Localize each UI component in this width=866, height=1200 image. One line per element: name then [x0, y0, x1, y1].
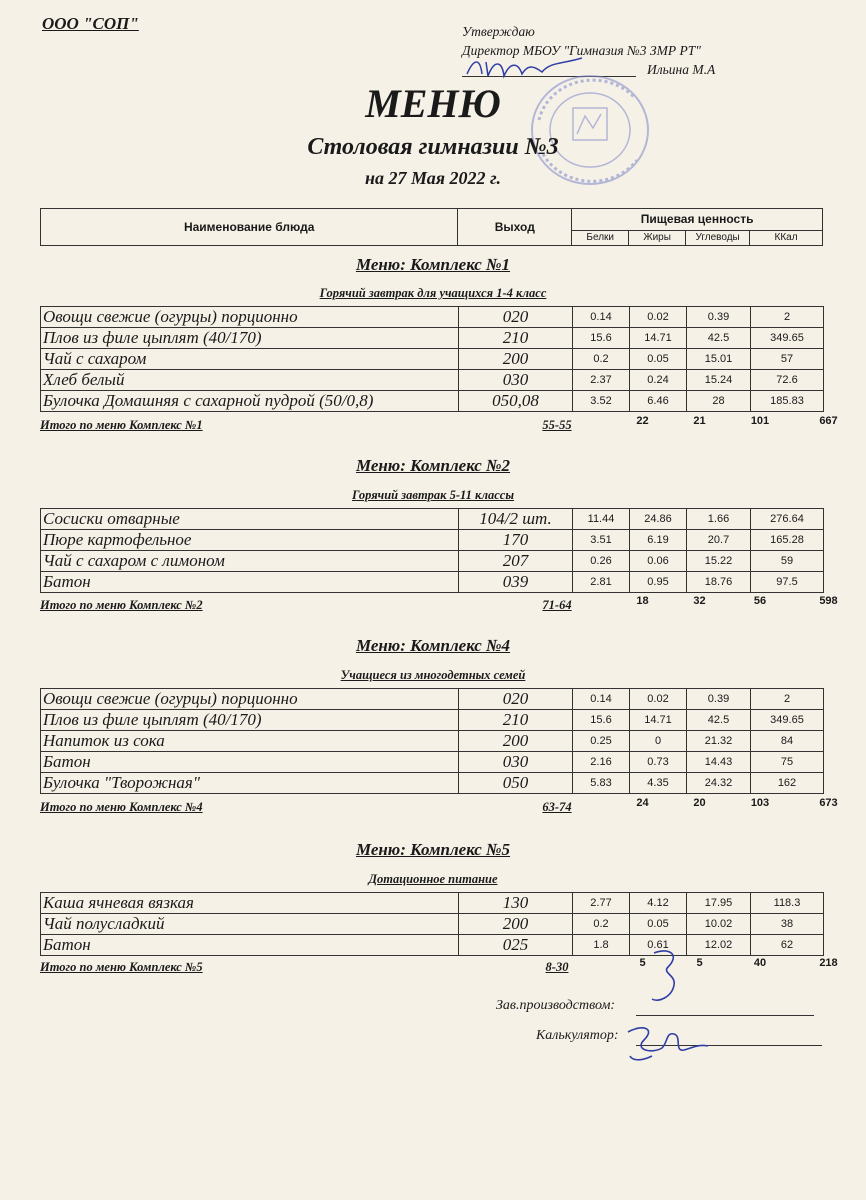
dish-name: Батон — [41, 935, 459, 956]
dish-proteins: 0.14 — [573, 689, 630, 710]
table-row — [41, 731, 824, 752]
dish-name: Плов из филе цыплят (40/170) — [41, 710, 459, 731]
dish-kcal: 165.28 — [751, 530, 824, 551]
dish-kcal: 349.65 — [751, 710, 824, 731]
table-row — [41, 509, 824, 530]
dish-kcal: 276.64 — [751, 509, 824, 530]
dish-proteins: 2.81 — [573, 572, 630, 593]
dish-kcal: 84 — [751, 731, 824, 752]
header-nutrition: Пищевая ценность — [572, 209, 823, 231]
dish-fats: 4.35 — [630, 773, 687, 794]
dish-name: Хлеб белый — [41, 370, 459, 391]
complex-5-rows — [41, 893, 824, 956]
total-p: 22 — [636, 415, 649, 427]
total-c: 101 — [750, 415, 770, 427]
dish-output: 210 — [459, 710, 573, 731]
dish-fats: 0.05 — [630, 914, 687, 935]
table-row — [41, 710, 824, 731]
dish-name: Чай с сахаром с лимоном — [41, 551, 459, 572]
dish-kcal: 349.65 — [751, 328, 824, 349]
dish-fats: 6.19 — [630, 530, 687, 551]
complex-2-title: Меню: Комплекс №2 — [355, 456, 511, 475]
dish-output: 210 — [459, 328, 573, 349]
dish-carbs: 20.7 — [687, 530, 751, 551]
header-proteins: Белки — [572, 230, 629, 245]
dish-name: Чай полусладкий — [41, 914, 459, 935]
dish-carbs: 24.32 — [687, 773, 751, 794]
complex-4-table — [40, 688, 824, 794]
dish-carbs: 10.02 — [687, 914, 751, 935]
dish-proteins: 15.6 — [573, 328, 630, 349]
header-fats: Жиры — [629, 230, 686, 245]
dish-carbs: 42.5 — [687, 328, 751, 349]
dish-output: 050,08 — [459, 391, 573, 412]
complex-5-table — [40, 892, 824, 956]
dish-kcal: 162 — [751, 773, 824, 794]
dish-proteins: 3.52 — [573, 391, 630, 412]
dish-output: 020 — [459, 689, 573, 710]
dish-fats: 0.05 — [630, 349, 687, 370]
table-row — [41, 914, 824, 935]
dish-fats: 0.02 — [630, 307, 687, 328]
dish-proteins: 15.6 — [573, 710, 630, 731]
table-row — [41, 689, 824, 710]
dish-kcal: 57 — [751, 349, 824, 370]
complex-4-group: Учащиеся из многодетных семей — [340, 668, 526, 682]
table-row — [41, 752, 824, 773]
table-row — [41, 551, 824, 572]
dish-fats: 4.12 — [630, 893, 687, 914]
dish-carbs: 15.22 — [687, 551, 751, 572]
production-manager-label: Зав.производством: — [496, 998, 616, 1013]
total-output: 71-64 — [542, 598, 572, 612]
dish-carbs: 18.76 — [687, 572, 751, 593]
total-output: 63-74 — [542, 800, 572, 814]
complex-1-group: Горячий завтрак для учащихся 1-4 класс — [319, 286, 547, 300]
production-manager-line — [636, 1015, 814, 1016]
dish-proteins: 0.26 — [573, 551, 630, 572]
dish-proteins: 0.2 — [573, 349, 630, 370]
dish-name: Батон — [41, 572, 459, 593]
dish-fats: 6.46 — [630, 391, 687, 412]
dish-kcal: 2 — [751, 689, 824, 710]
dish-output: 200 — [459, 349, 573, 370]
organization-name: ООО "СОП" — [42, 14, 139, 33]
total-label: Итого по меню Комплекс №4 — [40, 800, 203, 814]
header-carbs: Углеводы — [686, 230, 750, 245]
total-k: 598 — [819, 595, 838, 607]
page-subtitle: Столовая гимназии №3 — [307, 134, 559, 160]
calculator-signature-icon — [622, 1022, 712, 1066]
dish-output: 200 — [459, 914, 573, 935]
dish-output: 104/2 шт. — [459, 509, 573, 530]
dish-kcal: 118.3 — [751, 893, 824, 914]
dish-kcal: 59 — [751, 551, 824, 572]
dish-output: 050 — [459, 773, 573, 794]
dish-output: 025 — [459, 935, 573, 956]
calculator-label: Калькулятор: — [536, 1028, 619, 1043]
table-row — [41, 349, 824, 370]
dish-output: 207 — [459, 551, 573, 572]
dish-output: 030 — [459, 370, 573, 391]
complex-2-total — [40, 595, 838, 614]
dish-fats: 14.71 — [630, 328, 687, 349]
dish-kcal: 38 — [751, 914, 824, 935]
dish-fats: 0 — [630, 731, 687, 752]
dish-fats: 0.95 — [630, 572, 687, 593]
page-title: МЕНЮ — [365, 81, 501, 126]
dish-carbs: 12.02 — [687, 935, 751, 956]
complex-1-total — [40, 415, 838, 434]
production-signature-icon — [640, 945, 690, 1007]
dish-carbs: 15.24 — [687, 370, 751, 391]
approval-position: Директор МБОУ "Гимназия №3 ЗМР РТ" — [462, 43, 701, 58]
complex-2-group: Горячий завтрак 5-11 классы — [351, 488, 515, 502]
dish-proteins: 0.25 — [573, 731, 630, 752]
table-row — [41, 370, 824, 391]
total-p: 18 — [636, 595, 649, 607]
dish-name: Булочка "Творожная" — [41, 773, 459, 794]
table-row — [41, 773, 824, 794]
dish-proteins: 5.83 — [573, 773, 630, 794]
dish-name: Пюре картофельное — [41, 530, 459, 551]
total-p: 5 — [639, 957, 646, 969]
header-output: Выход — [458, 209, 572, 246]
complex-1-title: Меню: Комплекс №1 — [355, 255, 511, 274]
dish-name: Каша ячневая вязкая — [41, 893, 459, 914]
dish-carbs: 15.01 — [687, 349, 751, 370]
dish-proteins: 3.51 — [573, 530, 630, 551]
dish-name: Овощи свежие (огурцы) порционно — [41, 689, 459, 710]
complex-5-title: Меню: Комплекс №5 — [355, 840, 511, 859]
table-row — [41, 893, 824, 914]
dish-fats: 14.71 — [630, 710, 687, 731]
dish-fats: 0.24 — [630, 370, 687, 391]
table-row — [41, 391, 824, 412]
dish-carbs: 1.66 — [687, 509, 751, 530]
dish-carbs: 17.95 — [687, 893, 751, 914]
total-p: 24 — [636, 797, 649, 809]
dish-proteins: 2.77 — [573, 893, 630, 914]
dish-output: 170 — [459, 530, 573, 551]
dish-kcal: 62 — [751, 935, 824, 956]
dish-proteins: 0.14 — [573, 307, 630, 328]
total-output: 8-30 — [545, 960, 569, 974]
dish-fats: 0.61 — [630, 935, 687, 956]
dish-kcal: 185.83 — [751, 391, 824, 412]
dish-carbs: 0.39 — [687, 307, 751, 328]
dish-carbs: 14.43 — [687, 752, 751, 773]
table-row — [41, 307, 824, 328]
dish-proteins: 1.8 — [573, 935, 630, 956]
dish-carbs: 0.39 — [687, 689, 751, 710]
dish-name: Чай с сахаром — [41, 349, 459, 370]
dish-name: Булочка Домашняя с сахарной пудрой (50/0,8) — [41, 391, 459, 412]
total-f: 32 — [693, 595, 706, 607]
complex-2-table — [40, 508, 824, 593]
total-f: 5 — [696, 957, 703, 969]
total-k: 667 — [819, 415, 838, 427]
dish-output: 130 — [459, 893, 573, 914]
total-output: 55-55 — [542, 418, 572, 432]
total-c: 103 — [750, 797, 770, 809]
header-dish: Наименование блюда — [41, 209, 458, 246]
dish-name: Овощи свежие (огурцы) порционно — [41, 307, 459, 328]
dish-name: Напиток из сока — [41, 731, 459, 752]
approval-name: Ильина М.А — [647, 62, 716, 77]
total-f: 21 — [693, 415, 706, 427]
complex-4-rows — [41, 689, 824, 794]
dish-fats: 0.06 — [630, 551, 687, 572]
dish-carbs: 21.32 — [687, 731, 751, 752]
dish-fats: 24.86 — [630, 509, 687, 530]
dish-kcal: 97.5 — [751, 572, 824, 593]
total-c: 40 — [753, 957, 767, 969]
dish-proteins: 2.37 — [573, 370, 630, 391]
complex-4-total — [40, 797, 838, 816]
total-label: Итого по меню Комплекс №1 — [40, 418, 203, 432]
dish-output: 020 — [459, 307, 573, 328]
dish-name: Батон — [41, 752, 459, 773]
menu-date: на 27 Мая 2022 г. — [365, 168, 501, 188]
table-row — [41, 530, 824, 551]
dish-fats: 0.73 — [630, 752, 687, 773]
table-row — [41, 572, 824, 593]
header-kcal: ККал — [750, 230, 823, 245]
complex-1-table — [40, 306, 824, 412]
dish-proteins: 11.44 — [573, 509, 630, 530]
total-label: Итого по меню Комплекс №5 — [40, 960, 203, 974]
dish-kcal: 2 — [751, 307, 824, 328]
approval-heading: Утверждаю — [462, 24, 535, 39]
dish-carbs: 28 — [687, 391, 751, 412]
total-k: 218 — [819, 957, 838, 969]
complex-2-rows — [41, 509, 824, 593]
complex-1-rows — [41, 307, 824, 412]
total-k: 673 — [819, 797, 838, 809]
dish-proteins: 2.16 — [573, 752, 630, 773]
dish-carbs: 42.5 — [687, 710, 751, 731]
dish-output: 200 — [459, 731, 573, 752]
dish-proteins: 0.2 — [573, 914, 630, 935]
dish-kcal: 75 — [751, 752, 824, 773]
dish-fats: 0.02 — [630, 689, 687, 710]
dish-name: Сосиски отварные — [41, 509, 459, 530]
total-f: 20 — [693, 797, 706, 809]
table-header — [40, 208, 823, 246]
dish-kcal: 72.6 — [751, 370, 824, 391]
dish-output: 039 — [459, 572, 573, 593]
dish-output: 030 — [459, 752, 573, 773]
complex-5-group: Дотационное питание — [368, 872, 498, 886]
dish-name: Плов из филе цыплят (40/170) — [41, 328, 459, 349]
complex-5-total — [40, 957, 838, 976]
complex-4-title: Меню: Комплекс №4 — [355, 636, 511, 655]
table-row — [41, 328, 824, 349]
total-label: Итого по меню Комплекс №2 — [40, 598, 203, 612]
table-row — [41, 935, 824, 956]
total-c: 56 — [753, 595, 767, 607]
